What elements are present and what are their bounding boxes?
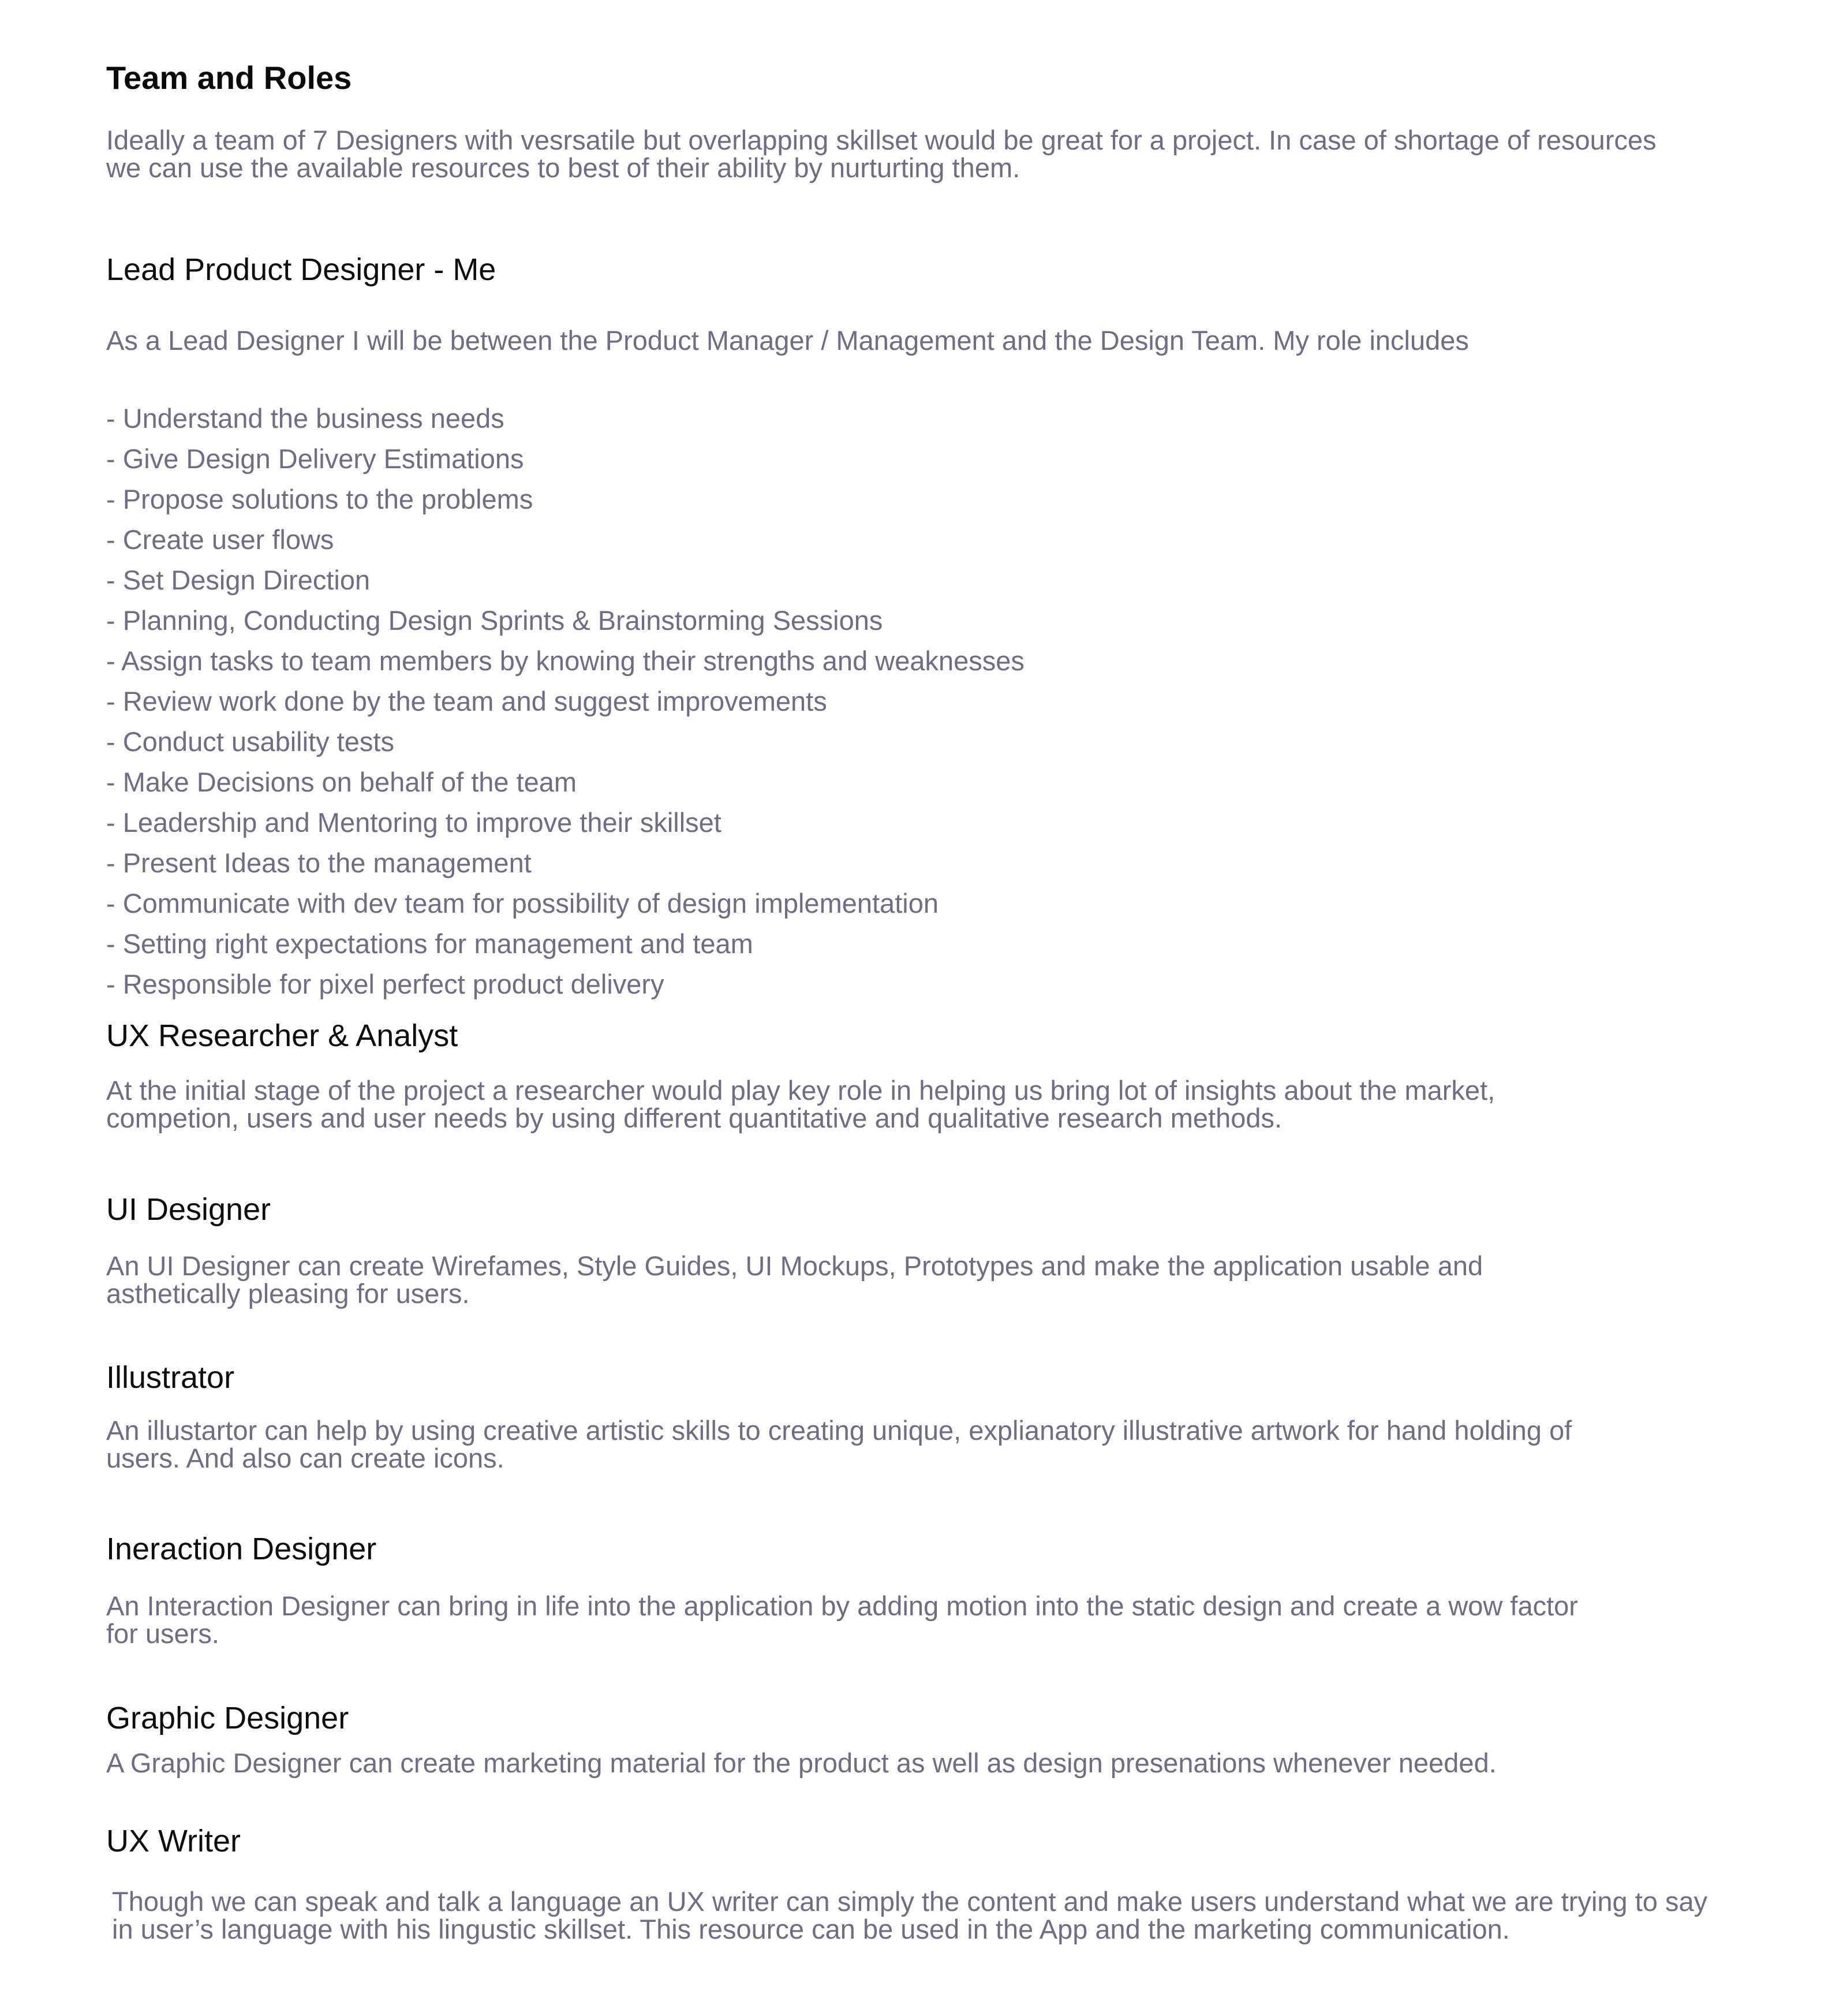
lead-role-description: As a Lead Designer I will be between the Product Manager / Management and the Design Team. My role includes [106,325,1469,356]
list-item: - Set Design Direction [106,565,371,595]
role-description-ux-writer: Though we can speak and talk a language an UX writer can simply the content and make users understand what we are trying to say in user’s language with his lingustic skillset. This resource can be used in the App and the marketing communication. [112,1886,1708,1944]
lead-duties-list [106,398,1025,1005]
role-description-illustrator: An illustartor can help by using creative artistic skills to creating unique, explianatory illustrative artwork for hand holding of users. And also can create icons. [106,1415,1572,1473]
role-description-graphic-designer: A Graphic Designer can create marketing material for the product as well as design presenations whenever needed. [106,1748,1497,1778]
list-item: - Make Decisions on behalf of the team [106,767,577,797]
list-item: - Review work done by the team and suggest improvements [106,686,827,716]
intro-paragraph: Ideally a team of 7 Designers with vesrsatile but overlapping skillset would be great for a project. In case of shortage of resources we can use the available resources to best of their ability by nurturting them. [106,125,1657,183]
list-item: - Setting right expectations for management and team [106,928,753,959]
lead-role-title: Lead Product Designer - Me [106,252,496,287]
role-title-ux-researcher: UX Researcher & Analyst [106,1018,458,1053]
list-item: - Create user flows [106,524,334,555]
role-description-ui-designer: An UI Designer can create Wirefames, Style Guides, UI Mockups, Prototypes and make the application usable and asthetically pleasing for users. [106,1250,1483,1309]
list-item: - Give Design Delivery Estimations [106,443,524,474]
list-item: - Responsible for pixel perfect product delivery [106,969,664,999]
role-title-illustrator: Illustrator [106,1360,235,1395]
list-item: - Present Ideas to the management [106,848,532,878]
role-title-interaction-designer: Ineraction Designer [106,1532,377,1566]
list-item: - Propose solutions to the problems [106,484,533,514]
list-item: - Planning, Conducting Design Sprints & Brainstorming Sessions [106,605,883,636]
list-item: - Understand the business needs [106,403,504,434]
page-title: Team and Roles [106,59,352,96]
role-description-ux-researcher: At the initial stage of the project a researcher would play key role in helping us bring lot of insights about the market, competion, users and user needs by using different quantitative and qualitative research methods. [106,1075,1495,1133]
list-item: - Assign tasks to team members by knowing their strengths and weaknesses [106,645,1025,676]
role-title-ui-designer: UI Designer [106,1192,271,1227]
list-item: - Communicate with dev team for possibility of design implementation [106,888,939,919]
role-title-ux-writer: UX Writer [106,1824,241,1858]
list-item: - Leadership and Mentoring to improve their skillset [106,807,721,838]
list-item: - Conduct usability tests [106,726,394,757]
role-title-graphic-designer: Graphic Designer [106,1701,349,1735]
role-description-interaction-designer: An Interaction Designer can bring in life into the application by adding motion into the static design and create a wow factor for users. [106,1591,1578,1649]
